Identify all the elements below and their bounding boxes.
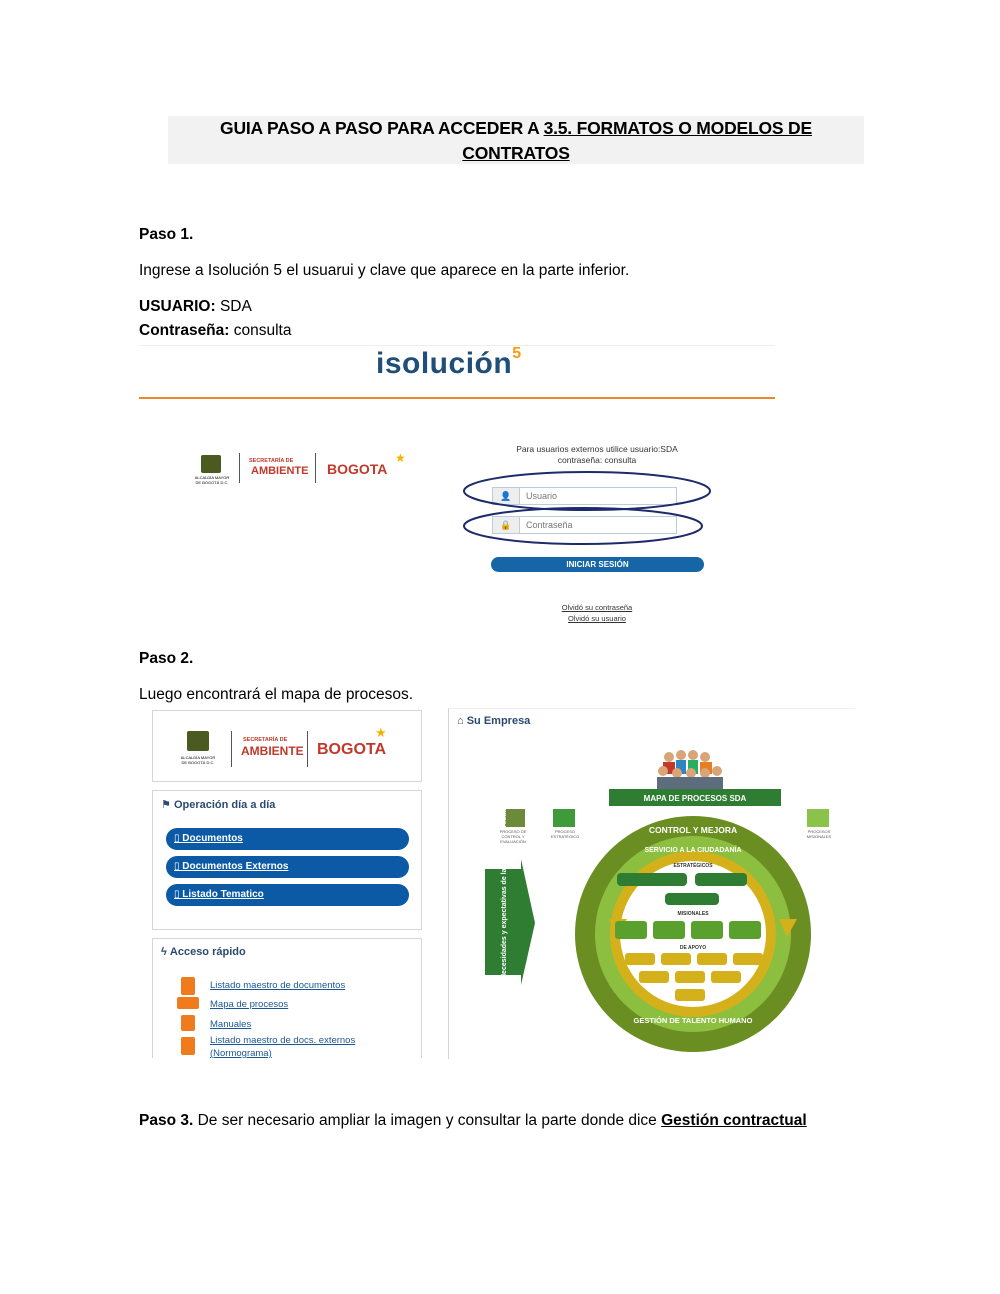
username-placeholder: Usuario — [526, 491, 558, 501]
login-note-line2: contraseña: consulta — [557, 455, 637, 465]
highlight-ellipses — [461, 470, 713, 550]
secretaria-text: SECRETARÍA DE — [249, 458, 294, 464]
bolt-icon: ϟ — [161, 946, 167, 958]
misionales-label: MISIONALES — [677, 911, 709, 917]
de-apoyo-label: DE APOYO — [679, 945, 707, 951]
user-credential — [139, 298, 252, 316]
ring-bottom-text: GESTIÓN DE TALENTO HUMANO — [633, 1016, 753, 1025]
document-title — [168, 116, 864, 164]
pass-value: consulta — [229, 322, 292, 339]
orange-divider — [139, 397, 775, 399]
legend-control-text: PROCESO DE CONTROL Y EVALUACIÓN — [499, 829, 527, 844]
quick-link-normograma[interactable]: (Normograma) — [210, 1048, 272, 1059]
needs-arrow-text: Necesidades y expectativas de las partes interesadas — [501, 800, 508, 979]
pass-label: Contraseña: — [139, 322, 230, 339]
document-icon: ▯ — [174, 833, 180, 844]
legend-control — [505, 809, 525, 827]
acceso-header — [161, 946, 246, 958]
step3-text: De ser necesario ampliar la imagen y consultar la parte donde dice — [193, 1112, 662, 1129]
people-icon — [657, 750, 723, 789]
alcaldia-text-2: DE BOGOTÁ D.C. — [195, 480, 229, 485]
document-icon: ▯ — [174, 861, 180, 872]
user-value: SDA — [215, 298, 252, 315]
legend-estrategico-text: PROCESO ESTRATÉGICO — [550, 829, 580, 839]
step3-emphasis: Gestión contractual — [661, 1112, 807, 1129]
login-screenshot — [139, 345, 775, 630]
legend-misionales — [807, 809, 829, 827]
manual-icon — [181, 1015, 195, 1031]
step2-heading: Paso 2. — [139, 650, 194, 667]
process-map-icon — [177, 997, 199, 1009]
operacion-panel — [152, 790, 422, 930]
password-placeholder: Contraseña — [526, 520, 573, 530]
quick-link-listado-maestro[interactable]: Listado maestro de documentos — [210, 980, 346, 991]
legend-misionales-text: PROCESOS MISIONALES — [806, 829, 832, 839]
map-banner-text: MAPA DE PROCESOS SDA — [643, 794, 747, 803]
bogota-text: BOGOTA — [327, 461, 388, 477]
quick-link-mapa-procesos[interactable]: Mapa de procesos — [210, 999, 289, 1010]
nav-documentos[interactable] — [166, 828, 409, 850]
operacion-header — [161, 798, 275, 811]
secretaria-text: SECRETARÍA DE — [243, 737, 288, 743]
alcaldia-text-2: DE BOGOTÁ D.C. — [181, 760, 215, 765]
lock-icon: 🔒 — [493, 517, 520, 533]
step1-heading: Paso 1. — [139, 226, 194, 243]
document-list-icon — [181, 1037, 195, 1055]
su-empresa-title: Su Empresa — [466, 715, 531, 727]
login-note — [467, 444, 727, 466]
nav-label: Documentos — [182, 833, 243, 844]
user-label: USUARIO: — [139, 298, 216, 315]
alcaldia-text: ALCALDÍA MAYOR — [180, 755, 216, 760]
step2-text: Luego encontrará el mapa de procesos. — [139, 686, 414, 703]
login-note-line1: Para usuarios externos utilice usuario:SDA — [516, 444, 678, 454]
home-icon: ⌂ — [457, 715, 464, 727]
star-icon: ★ — [375, 725, 387, 740]
sda-logos — [191, 451, 411, 485]
forgot-password-link[interactable]: Olvidó su contraseña — [561, 603, 633, 612]
isolucion-logo: isolución$^5$ — [376, 345, 522, 380]
alcaldia-text: ALCALDÍA MAYOR — [194, 475, 230, 480]
acceso-panel — [152, 938, 422, 1058]
user-icon: 👤 — [493, 488, 520, 504]
ring-inner-text: SERVICIO A LA CIUDADANÍA — [644, 847, 742, 854]
coat-of-arms-icon — [187, 731, 209, 751]
title-text: GUIA PASO A PASO PARA ACCEDER A — [220, 118, 544, 138]
coat-of-arms-icon — [201, 455, 221, 473]
ambiente-text: AMBIENTE — [241, 744, 304, 758]
flag-icon: ⚑ — [161, 799, 171, 811]
document-list-icon — [181, 977, 195, 995]
logo-panel — [152, 710, 422, 782]
ambiente-text: AMBIENTE — [251, 465, 309, 477]
nav-label: Listado Tematico — [182, 889, 264, 900]
document-icon: ▯ — [174, 889, 180, 900]
process-map-graphic — [449, 709, 855, 1059]
star-icon: ★ — [395, 451, 406, 465]
estrategicos-label: ESTRATÉGICOS — [673, 863, 713, 869]
login-button[interactable]: INICIAR SESIÓN — [491, 557, 704, 572]
ring-top-text: CONTROL Y MEJORA — [648, 825, 738, 835]
nav-documentos-externos[interactable] — [166, 856, 409, 878]
nav-listado-tematico[interactable] — [166, 884, 409, 906]
step1-text: Ingrese a Isolución 5 el usuarui y clave que aparece en la parte inferior. — [139, 262, 630, 279]
pass-credential — [139, 322, 291, 340]
bogota-text: BOGOTA — [317, 741, 387, 758]
process-map-panel — [448, 708, 855, 1059]
acceso-title: Acceso rápido — [169, 946, 246, 958]
operacion-title: Operación día a día — [173, 799, 276, 811]
nav-label: Documentos Externos — [182, 861, 289, 872]
legend-estrategico — [553, 809, 575, 827]
quick-link-manuales[interactable]: Manuales — [210, 1019, 252, 1030]
quick-link-docs-externos[interactable]: Listado maestro de docs. externos — [210, 1035, 356, 1046]
step3-paragraph — [139, 1112, 807, 1130]
forgot-user-link[interactable]: Olvidó su usuario — [568, 614, 626, 623]
title-link-text: 3.5. FORMATOS O MODELOS DE — [543, 118, 812, 138]
step3-heading: Paso 3. — [139, 1112, 194, 1129]
needs-arrow — [485, 859, 535, 985]
title-link-text-2: CONTRATOS — [462, 143, 570, 163]
